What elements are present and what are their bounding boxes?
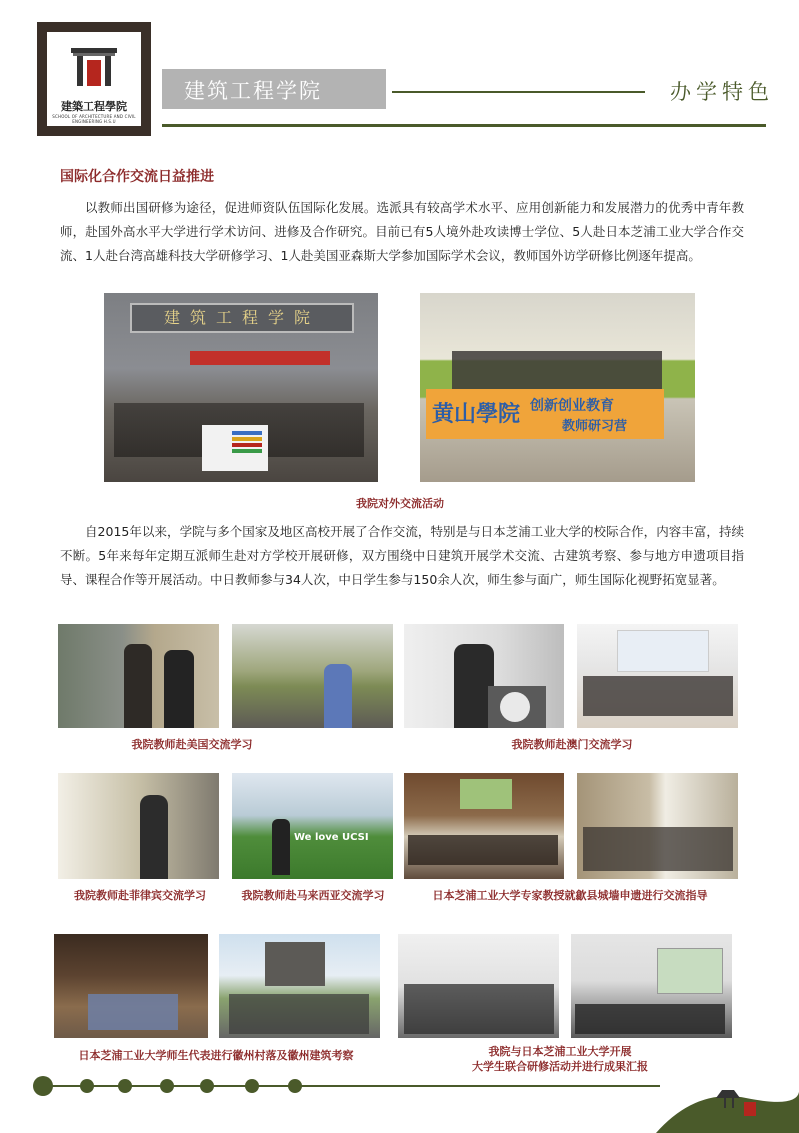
gate-icon — [67, 46, 121, 90]
caption-usa: 我院教师赴美国交流学习 — [131, 738, 253, 751]
red-banner — [190, 351, 330, 365]
photo-malaysia — [232, 773, 393, 879]
caption-joint-line-1: 我院与日本芝浦工业大学开展 — [488, 1045, 632, 1058]
banner-side-text-1: 创新创业教育 — [530, 398, 614, 414]
logo-inner — [47, 32, 141, 126]
logo-subtitle: SCHOOL OF ARCHITECTURE AND CIVIL ENGINEERING H.S.U — [52, 114, 136, 124]
caption-malaysia: 我院教师赴马来西亚交流学习 — [241, 889, 385, 902]
timeline-line — [40, 1085, 660, 1087]
photo-shexian-guidance — [577, 773, 738, 879]
timeline-dot — [200, 1079, 214, 1093]
timeline-dot — [245, 1079, 259, 1093]
projection-screen — [617, 630, 709, 672]
photo-usa-campus — [232, 624, 393, 728]
caption-joint-line-2: 大学生联合研修活动并进行成果汇报 — [472, 1060, 648, 1073]
hill-pavilion-decoration — [656, 1058, 799, 1133]
photo-joint-study — [398, 934, 559, 1038]
paragraph-1: 以教师出国研修为途径，促进师资队伍国际化发展。选派具有较高学术水平、应用创新能力和发展潜力的优秀中青年教师，赴国外高水平大学进行学术访问、进修及合作研究。目前已有5人境外赴攻读博士学位、5人赴日本芝浦工业大学合作交流、1人赴台湾高雄科技大学研修学习、1人赴美国亚森斯大学参加国际学术会议，教师国外访学研修比例逐年提高。 — [60, 200, 744, 263]
photo-teacher-camp — [420, 293, 695, 482]
photo-joint-report — [571, 934, 732, 1038]
building-sign-text: 建筑工程学院 — [163, 308, 320, 327]
header-underline — [162, 124, 766, 127]
banner-main-text: 黄山學院 — [432, 401, 521, 427]
sign — [294, 825, 384, 843]
photo-macau-group — [577, 624, 738, 728]
timeline-dot — [33, 1076, 53, 1096]
logo-text: 建築工程學院 — [61, 100, 127, 113]
caption-macau: 我院教师赴澳门交流学习 — [511, 738, 633, 751]
photo-usa — [58, 624, 219, 728]
white-flag — [202, 425, 268, 471]
building-sign — [130, 303, 354, 333]
photo-philippines — [58, 773, 219, 879]
timeline-dot — [160, 1079, 174, 1093]
timeline-dot — [80, 1079, 94, 1093]
school-name: 建筑工程学院 — [184, 79, 322, 103]
group — [583, 676, 733, 716]
person — [272, 819, 290, 875]
timeline-dot — [288, 1079, 302, 1093]
banner-side-text-2: 教师研习营 — [562, 419, 628, 434]
school-logo — [37, 22, 151, 136]
section-heading: 国际化合作交流日益推进 — [60, 169, 214, 185]
photo-shexian-meeting — [404, 773, 564, 879]
sign-text: We love UCSI — [294, 832, 369, 843]
caption-huizhou: 日本芝浦工业大学师生代表进行徽州村落及徽州建筑考察 — [78, 1049, 354, 1062]
podium — [488, 686, 546, 728]
audience — [575, 1004, 725, 1034]
attendees — [583, 827, 733, 871]
caption-shexian: 日本芝浦工业大学专家教授就歙县城墙申遗进行交流指导 — [432, 889, 708, 902]
group — [229, 994, 369, 1034]
school-name-box — [162, 69, 386, 109]
photo-macau-lecture — [404, 624, 564, 728]
group — [88, 994, 178, 1030]
projection-screen — [657, 948, 723, 994]
person — [324, 664, 352, 728]
paragraph-2: 自2015年以来，学院与多个国家及地区高校开展了合作交流，特别是与日本芝浦工业大学的校际合作，内容丰富，持续不断。5年来每年定期互派师生赴对方学校开展研修，双方围绕中日建筑开展学术交流、古建筑考察、参与地方申遗项目指导、课程合作等开展活动。中日教师参与34人次，中日学生参与150余人次，师生参与面广，师生国际化视野拓宽显著。 — [60, 524, 744, 587]
orange-banner — [426, 389, 664, 439]
person — [164, 650, 194, 728]
archway — [265, 942, 325, 986]
attendees — [408, 835, 558, 865]
person — [124, 644, 152, 728]
caption-philippines: 我院教师赴菲律宾交流学习 — [74, 889, 206, 902]
photo-huizhou-village — [54, 934, 208, 1038]
students — [404, 984, 554, 1034]
screen — [460, 779, 512, 809]
section-title: 办学特色 — [670, 80, 774, 104]
photo-building-group — [104, 293, 378, 482]
timeline-dot — [118, 1079, 132, 1093]
caption-exchange: 我院对外交流活动 — [356, 497, 444, 510]
person — [140, 795, 168, 879]
header-divider — [392, 91, 645, 93]
photo-huizhou-archway — [219, 934, 380, 1038]
